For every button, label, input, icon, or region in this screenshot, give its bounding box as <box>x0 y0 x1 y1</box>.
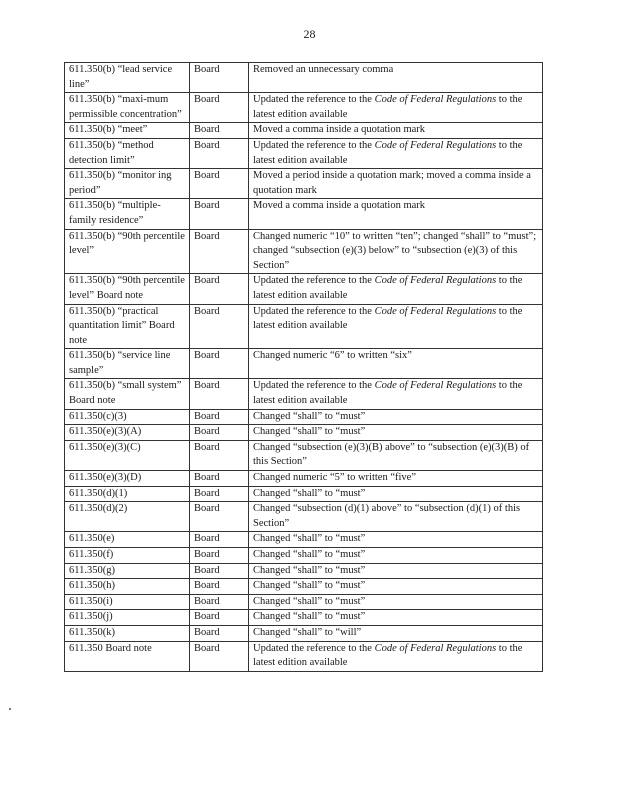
section-cell: 611.350(d)(2) <box>65 502 190 532</box>
description-text: to the latest edition available <box>253 305 523 332</box>
description-text: Updated the reference to the <box>253 139 375 151</box>
section-cell: 611.350(b) “monitor ing period” <box>65 169 190 199</box>
source-cell: Board <box>190 63 249 93</box>
citation-text: Code of Federal Regulations <box>374 94 497 106</box>
table-row <box>65 199 543 229</box>
description-text: Updated the reference to the <box>253 642 375 654</box>
section-cell: 611.350(b) “service line sample” <box>65 349 190 379</box>
description-text: Changed “shall” to “must” <box>253 549 366 560</box>
source-cell: Board <box>190 274 249 304</box>
citation-text: Code of Federal Regulations <box>374 139 497 151</box>
section-cell: 611.350(e)(3)(A) <box>65 425 190 441</box>
source-cell: Board <box>190 563 249 579</box>
source-cell: Board <box>190 610 249 626</box>
description-text: to the latest edition available <box>253 94 523 120</box>
description-cell <box>249 274 543 304</box>
description-text: Updated the reference to the <box>253 305 375 317</box>
source-cell: Board <box>190 425 249 441</box>
description-text: Changed “shall” to “must” <box>253 533 366 545</box>
section-cell: 611.350(k) <box>65 625 190 641</box>
description-cell <box>249 349 543 379</box>
description-cell <box>249 486 543 502</box>
table-row <box>65 610 543 626</box>
description-text: Changed “shall” to “must” <box>253 487 366 499</box>
section-cell: 611.350(b) “multiple-family residence” <box>65 199 190 229</box>
description-cell <box>249 425 543 441</box>
section-cell: 611.350(b) “method detection limit” <box>65 138 190 168</box>
section-cell: 611.350(b) “90th percentile level” Board note <box>65 274 190 304</box>
description-cell <box>249 199 543 229</box>
source-cell: Board <box>190 502 249 532</box>
section-cell: 611.350(g) <box>65 563 190 579</box>
description-cell <box>249 409 543 425</box>
description-cell <box>249 641 543 671</box>
source-cell: Board <box>190 625 249 641</box>
source-cell: Board <box>190 379 249 409</box>
section-cell: 611.350(f) <box>65 548 190 564</box>
description-text: Changed “shall” to “must” <box>253 410 366 422</box>
description-cell <box>249 63 543 93</box>
description-text: Changed “shall” to “must” <box>253 564 366 576</box>
description-text: Moved a comma inside a quotation mark <box>253 124 426 136</box>
description-text: to the latest edition available <box>253 642 523 669</box>
description-cell <box>249 440 543 470</box>
changes-table-body <box>65 63 543 672</box>
section-cell: 611.350(b) “meet” <box>65 123 190 139</box>
source-cell: Board <box>190 123 249 139</box>
table-row <box>65 409 543 425</box>
description-text: Changed “shall” to “will” <box>253 626 362 638</box>
description-text: Updated the reference to the <box>253 94 375 106</box>
description-cell <box>249 304 543 349</box>
section-cell: 611.350(d)(1) <box>65 486 190 502</box>
table-row <box>65 502 543 532</box>
description-cell <box>249 579 543 595</box>
description-text: to the latest edition available <box>253 380 523 407</box>
table-row <box>65 471 543 487</box>
description-text: Moved a comma inside a quotation mark <box>253 200 426 212</box>
section-cell: 611.350(b) “small system” Board note <box>65 379 190 409</box>
description-text: Moved a period inside a quotation mark; moved a comma inside a quotation mark <box>253 170 531 196</box>
table-row <box>65 63 543 93</box>
section-cell: 611.350(h) <box>65 579 190 595</box>
table-row <box>65 304 543 349</box>
section-cell: 611.350(e)(3)(C) <box>65 440 190 470</box>
description-text: Updated the reference to the <box>253 275 375 287</box>
table-row <box>65 548 543 564</box>
source-cell: Board <box>190 409 249 425</box>
page-number: 28 <box>303 27 316 41</box>
source-cell: Board <box>190 304 249 349</box>
stray-mark <box>9 708 11 710</box>
source-cell: Board <box>190 471 249 487</box>
section-cell: 611.350(b) “maxi-mum permissible concentration” <box>65 93 190 123</box>
table-row <box>65 579 543 595</box>
source-cell: Board <box>190 548 249 564</box>
description-text: to the latest edition available <box>253 139 523 166</box>
description-cell <box>249 379 543 409</box>
table-row <box>65 229 543 274</box>
table-row <box>65 440 543 470</box>
section-cell: 611.350(b) “90th percentile level” <box>65 229 190 274</box>
source-cell: Board <box>190 641 249 671</box>
description-text: Changed “subsection (e)(3)(B) above” to “subsection (e)(3)(B) of this Section” <box>253 441 530 468</box>
table-row <box>65 532 543 548</box>
description-text: Removed an unnecessary comma <box>253 64 394 75</box>
description-cell <box>249 548 543 564</box>
source-cell: Board <box>190 199 249 229</box>
citation-text: Code of Federal Regulations <box>374 380 497 392</box>
source-cell: Board <box>190 93 249 123</box>
section-cell: 611.350(i) <box>65 594 190 610</box>
changes-table <box>64 62 543 672</box>
description-cell <box>249 138 543 168</box>
citation-text: Code of Federal Regulations <box>374 642 497 654</box>
source-cell: Board <box>190 594 249 610</box>
description-cell <box>249 123 543 139</box>
table-row <box>65 93 543 123</box>
table-row <box>65 274 543 304</box>
description-text: Changed “subsection (d)(1) above” to “subsection (d)(1) of this Section” <box>253 503 521 529</box>
source-cell: Board <box>190 169 249 199</box>
description-text: Changed numeric “10” to written “ten”; changed “shall” to “must”; changed “subsection (e)(3) below” to “subsection (e)(3) of this Section” <box>253 230 537 271</box>
section-cell: 611.350(e) <box>65 532 190 548</box>
description-text: Changed numeric “6” to written “six” <box>253 350 412 362</box>
citation-text: Code of Federal Regulations <box>374 275 497 287</box>
description-text: Changed “shall” to “must” <box>253 611 366 623</box>
section-cell: 611.350(e)(3)(D) <box>65 471 190 487</box>
citation-text: Code of Federal Regulations <box>374 305 497 317</box>
table-row <box>65 169 543 199</box>
table-row <box>65 138 543 168</box>
description-cell <box>249 532 543 548</box>
description-cell <box>249 169 543 199</box>
source-cell: Board <box>190 138 249 168</box>
table-row <box>65 486 543 502</box>
description-cell <box>249 471 543 487</box>
table-row <box>65 349 543 379</box>
description-text: Changed “shall” to “must” <box>253 426 366 438</box>
source-cell: Board <box>190 440 249 470</box>
section-cell: 611.350(c)(3) <box>65 409 190 425</box>
section-cell: 611.350(b) “lead service line” <box>65 63 190 93</box>
source-cell: Board <box>190 579 249 595</box>
description-text: to the latest edition available <box>253 275 523 301</box>
section-cell: 611.350(b) “practical quantitation limit” Board note <box>65 304 190 349</box>
source-cell: Board <box>190 349 249 379</box>
section-cell: 611.350 Board note <box>65 641 190 671</box>
source-cell: Board <box>190 229 249 274</box>
table-row <box>65 563 543 579</box>
description-cell <box>249 610 543 626</box>
section-cell: 611.350(j) <box>65 610 190 626</box>
description-cell <box>249 594 543 610</box>
description-cell <box>249 502 543 532</box>
description-cell <box>249 625 543 641</box>
description-cell <box>249 229 543 274</box>
table-row <box>65 123 543 139</box>
description-text: Updated the reference to the <box>253 380 375 392</box>
description-text: Changed numeric “5” to written “five” <box>253 472 416 484</box>
table-row <box>65 625 543 641</box>
description-cell <box>249 93 543 123</box>
source-cell: Board <box>190 486 249 502</box>
description-text: Changed “shall” to “must” <box>253 580 366 592</box>
description-text: Changed “shall” to “must” <box>253 595 366 607</box>
source-cell: Board <box>190 532 249 548</box>
table-row <box>65 425 543 441</box>
table-row <box>65 594 543 610</box>
description-cell <box>249 563 543 579</box>
table-row <box>65 641 543 671</box>
table-row <box>65 379 543 409</box>
